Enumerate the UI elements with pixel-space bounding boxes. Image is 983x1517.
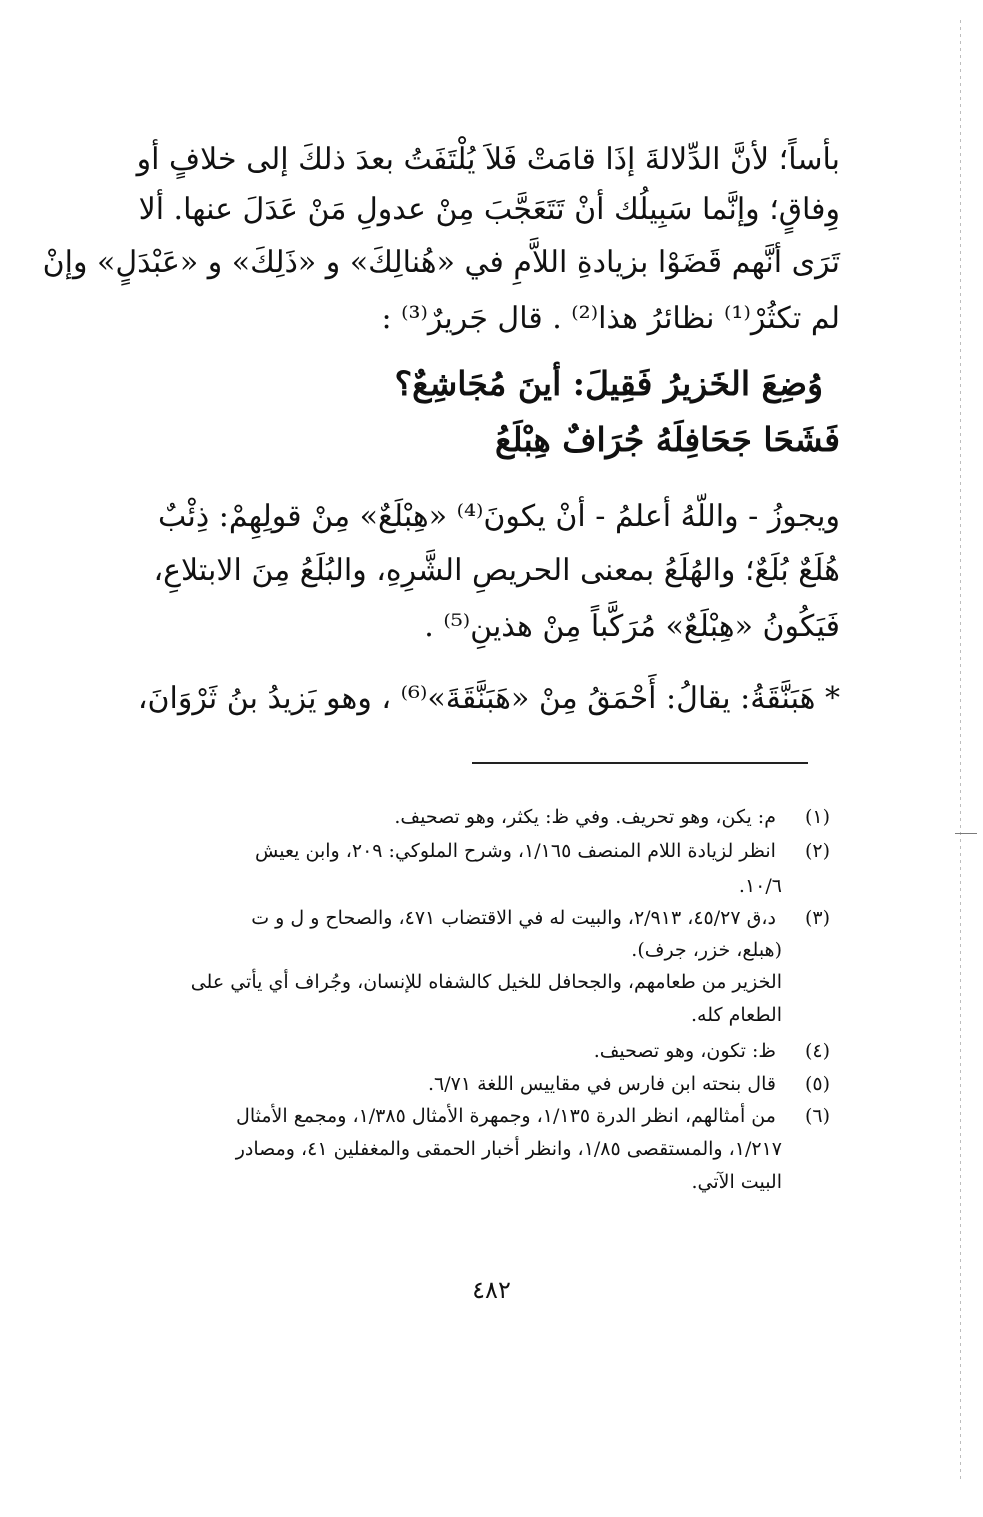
footnote-separator	[472, 762, 808, 764]
footnote-continuation: ١٠/٦.	[738, 875, 782, 897]
footnote-5	[112, 1069, 830, 1099]
footnote-number: (٦)	[804, 1105, 830, 1127]
verse-hemistich-first: وُضِعَ الخَزيرُ فَقِيلَ: أينَ مُجَاشِعٌ؟	[394, 364, 823, 403]
body-line: تَرَى أنَّهم قَضَوْا بزيادةِ اللاَّمِ في «هُنالِكَ» و «ذَلِكَ» و «عَبْدَلٍ» وإنْ	[42, 245, 840, 280]
footnote-number: (٥)	[804, 1073, 830, 1095]
footnote-2	[112, 836, 830, 866]
footnote-text: ظ: تكون، وهو تصحيف.	[593, 1040, 776, 1062]
footnote-continuation: (هبلع، خزر، جرف).	[631, 939, 782, 961]
dictionary-entry: * هَبَنَّقَةُ: يقالُ: أَحْمَقُ مِنْ «هَبَنَّقَةَ»⁽⁶⁾ ، وهو يَزيدُ بنُ ثَرْوَانَ،	[137, 681, 840, 716]
footnote-text: م: يكن، وهو تحريف. وفي ظ: يكثر، وهو تصحيف.	[394, 806, 776, 828]
verse-hemistich-second: فَشَحَا جَحَافِلَهُ جُرَافٌ هِبْلَعُ	[494, 420, 840, 459]
footnote-1	[112, 802, 830, 832]
footnote-continuation: ١/٢١٧، والمستقصى ١/٨٥، وانظر أخبار الحمقى والمغفلين ٤١، ومصادر	[235, 1138, 782, 1160]
scan-edge-tick	[955, 833, 977, 834]
footnote-number: (٤)	[804, 1040, 830, 1062]
footnote-6	[112, 1101, 830, 1131]
body-line: هُلَعٌ بُلَعٌ؛ والهُلَعُ بمعنى الحريصِ الشَّرِهِ، والبُلَعُ مِنَ الابتلاعِ،	[153, 553, 840, 588]
body-line: لم تكثُرْ⁽¹⁾ نظائرُ هذا⁽²⁾ . قال جَريرٌ⁽³⁾ :	[381, 301, 840, 336]
footnote-text: د،ق ٤٥/٢٧، ٢/٩١٣، والبيت له في الاقتضاب ٤٧١، والصحاح و ل و ت	[251, 907, 776, 929]
footnote-number: (١)	[804, 806, 830, 828]
footnote-text: من أمثالهم، انظر الدرة ١/١٣٥، وجمهرة الأمثال ١/٣٨٥، ومجمع الأمثال	[236, 1105, 776, 1127]
footnote-text: قال بنحته ابن فارس في مقاييس اللغة ٦/٧١.	[427, 1073, 776, 1095]
body-line: فَيَكُونُ «هِبْلَعٌ» مُرَكَّباً مِنْ هذينِ⁽⁵⁾ .	[424, 609, 840, 644]
body-line: ويجوزُ - واللّهُ أعلمُ - أنْ يكونَ⁽⁴⁾ «هِبْلَعٌ» مِنْ قولِهِمْ: ذِئْبٌ	[158, 499, 840, 534]
page-number: ٤٨٢	[472, 1276, 511, 1304]
footnote-continuation: البيت الآتي.	[691, 1171, 782, 1193]
scan-edge-line	[960, 20, 961, 1480]
body-line: بأساً؛ لأنَّ الدِّلالةَ إذَا قامَتْ فَلاَ يُلْتَفَتُ بعدَ ذلكَ إلى خلافٍ أو	[136, 142, 840, 177]
footnote-continuation: الطعام كله.	[691, 1004, 782, 1026]
footnote-number: (٢)	[804, 840, 830, 862]
footnote-4	[112, 1036, 830, 1066]
footnote-continuation: الخزير من طعامهم، والجحافل للخيل كالشفاه للإنسان، وجُراف أي يأتي على	[190, 971, 782, 993]
body-line: وِفاقٍ؛ وإنَّما سَبِيلُك أنْ تَتَعَجَّبَ مِنْ عدولِ مَنْ عَدَلَ عنها. ألا	[138, 192, 840, 227]
footnote-3	[112, 903, 830, 933]
footnote-number: (٣)	[804, 907, 830, 929]
footnote-text: انظر لزيادة اللام المنصف ١/١٦٥، وشرح الملوكي: ٢٠٩، وابن يعيش	[255, 840, 776, 862]
